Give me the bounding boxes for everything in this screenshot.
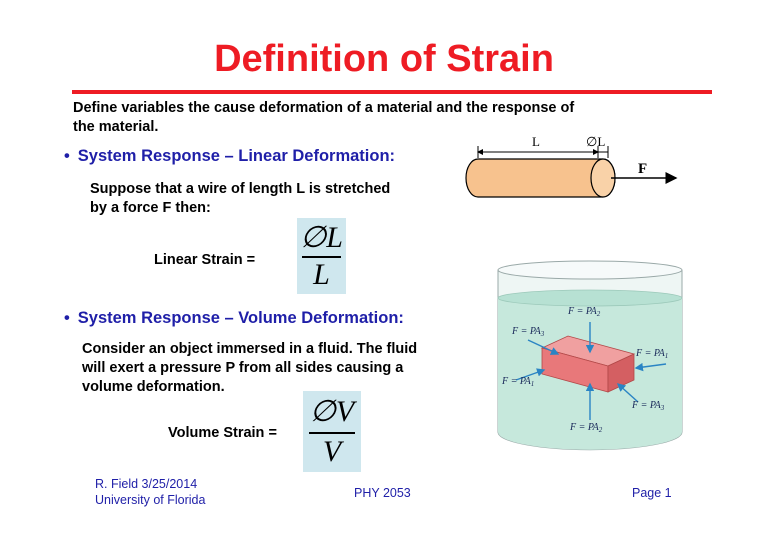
force-label-right-lower: $F = PA_3$ [632, 400, 665, 412]
footer-course: PHY 2053 [354, 486, 411, 500]
slide-title: Definition of Strain [214, 38, 554, 80]
linear-text-line-1: Suppose that a wire of length L is stretched [90, 181, 391, 197]
rod-diagram [458, 128, 688, 208]
volume-strain-formula [303, 391, 361, 472]
bullet-marker: • [64, 147, 70, 165]
linear-numerator: ∅L [300, 221, 343, 254]
force-label-bottom: $F = PA_2$ [570, 422, 603, 434]
intro-line-2: the material. [73, 119, 159, 135]
volume-heading-text: System Response – Volume Deformation: [77, 309, 404, 327]
volume-numerator: ∅V [309, 395, 355, 428]
linear-description [90, 180, 390, 218]
volume-description [82, 340, 417, 397]
intro-line-1: Define variables the cause deformation of a material and the response of [73, 100, 575, 116]
force-label-left-upper: $F = PA_3$ [512, 326, 545, 338]
linear-strain-label: Linear Strain = [154, 252, 256, 268]
fluid-surface [498, 290, 682, 306]
rod-delta-label: ∅L [586, 134, 606, 149]
title-underline [72, 90, 712, 94]
tank-rim [498, 261, 682, 279]
force-label-left-lower: $F = PA_1$ [502, 376, 535, 388]
volume-strain-label: Volume Strain = [168, 425, 277, 441]
fluid-tank-diagram [494, 258, 686, 458]
force-label: F [638, 161, 648, 177]
volume-heading [64, 309, 404, 328]
linear-strain-formula [297, 218, 346, 294]
volume-text-line-2: will exert a pressure P from all sides causing a [82, 360, 404, 376]
footer-institution: University of Florida [95, 493, 206, 507]
volume-text-line-1: Consider an object immersed in a fluid. The fluid [82, 341, 418, 357]
linear-denominator: L [313, 258, 330, 291]
linear-heading [64, 147, 395, 166]
linear-heading-text: System Response – Linear Deformation: [77, 147, 396, 165]
volume-text-line-3: volume deformation. [82, 379, 225, 395]
rod-length-label: L [532, 134, 540, 149]
volume-denominator: V [322, 435, 342, 468]
fraction-bar [309, 432, 355, 434]
bullet-marker: • [64, 309, 70, 327]
force-label-top: $F = PA_2$ [568, 306, 601, 318]
linear-text-line-2: by a force F then: [90, 200, 211, 216]
footer-page-number: Page 1 [632, 486, 672, 500]
force-label-right-upper: $F = PA_1$ [636, 348, 669, 360]
footer-author-block [95, 476, 205, 508]
footer-author: R. Field 3/25/2014 [95, 477, 198, 491]
